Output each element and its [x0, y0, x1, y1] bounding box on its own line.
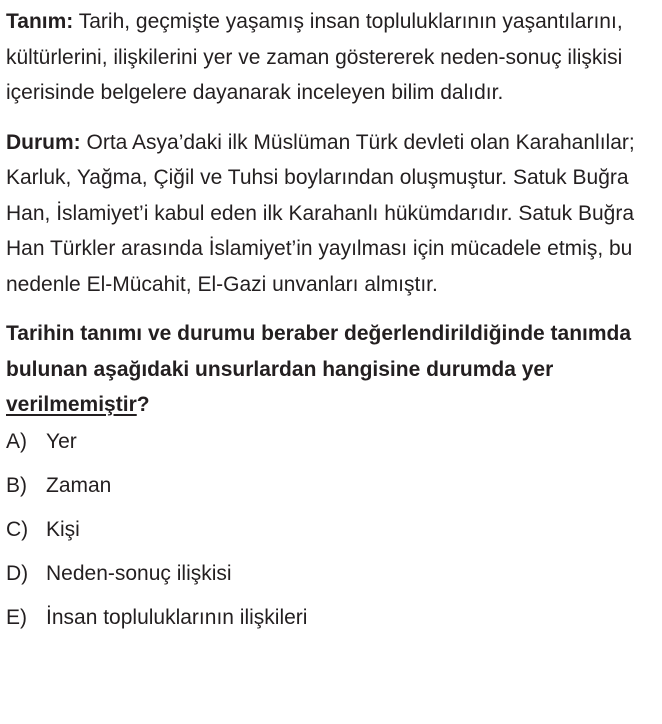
option-text: Neden-sonuç ilişkisi	[46, 561, 232, 585]
definition-paragraph	[6, 4, 660, 111]
option-d[interactable]	[6, 563, 660, 585]
option-text: İnsan topluluklarının ilişkileri	[46, 605, 308, 629]
definition-label: Tanım:	[6, 10, 74, 33]
question-page	[6, 4, 660, 651]
option-b[interactable]	[6, 475, 660, 497]
situation-text: Orta Asya’daki ilk Müslüman Türk devleti olan Karahanlılar; Karluk, Yağma, Çiğil ve Tuhsi boylarından oluşmuştur. Satuk Buğra Han, İslamiyet’i kabul eden ilk Karahanlı hükümdarıdır. Satuk Buğra Han Türkler arasında İslamiyet’in yayılması için mücadele etmiş, bu nedenle El-Mücahit, El-Gazi unvanları almıştır.	[6, 130, 635, 296]
option-letter: A)	[6, 429, 27, 453]
option-letter: E)	[6, 605, 27, 629]
option-letter: D)	[6, 561, 29, 585]
option-c[interactable]	[6, 519, 660, 541]
option-e[interactable]	[6, 607, 660, 629]
option-a[interactable]	[6, 431, 660, 453]
option-letter: B)	[6, 473, 27, 497]
question-underlined-word: verilmemiştir	[6, 393, 137, 416]
situation-label: Durum:	[6, 130, 81, 154]
option-text: Kişi	[46, 517, 80, 541]
question-text-before: Tarihin tanımı ve durumu beraber değerlendirildiğinde tanımda bulunan aşağıdaki unsurlardan hangisine durumda yer	[6, 322, 632, 381]
answer-options	[6, 431, 660, 629]
definition-text: Tarih, geçmişte yaşamış insan topluluklarının yaşantılarını, kültürlerini, ilişkilerini yer ve zaman göstererek neden-sonuç ilişkisi içerisinde belgelere dayanarak inceleyen bilim dalıdır.	[6, 10, 623, 104]
question-stem	[6, 316, 660, 423]
option-text: Zaman	[46, 473, 112, 497]
option-text: Yer	[46, 429, 77, 453]
question-text-after: ?	[136, 393, 150, 416]
option-letter: C)	[6, 517, 29, 541]
situation-paragraph	[6, 125, 660, 303]
